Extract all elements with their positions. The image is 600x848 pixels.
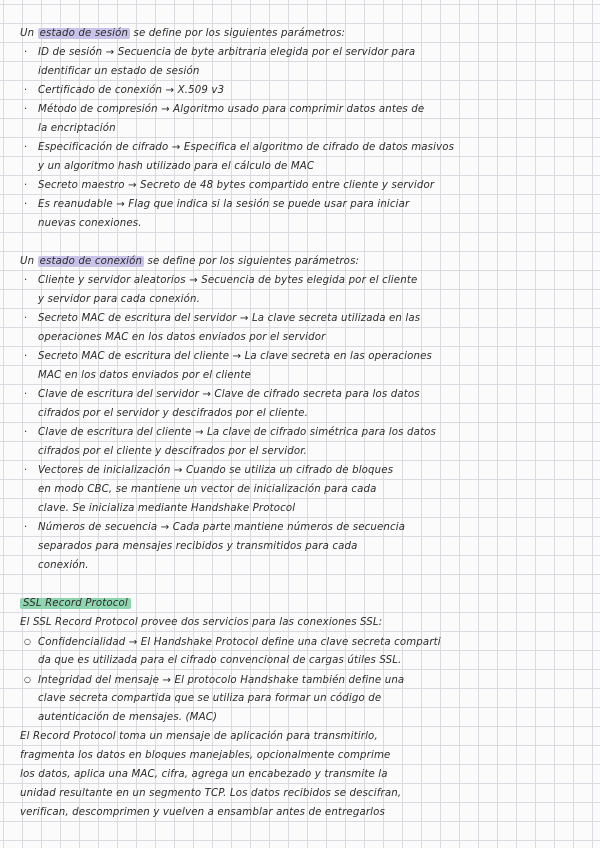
bullet-icon: ·: [24, 427, 28, 438]
record-item-text: autenticación de mensajes. (MAC): [38, 712, 218, 723]
connection-item-line: [20, 328, 592, 347]
bullet-icon: ·: [24, 275, 28, 286]
session-item-line: [20, 81, 592, 100]
connection-item-text: operaciones MAC en los datos enviados por el servidor: [38, 332, 326, 343]
record-service-list: [20, 632, 592, 727]
record-item-line: [20, 632, 592, 651]
session-item-text: y un algoritmo hash utilizado para el cálculo de MAC: [38, 161, 315, 172]
connection-item-text: Clave de escritura del cliente → La clave de cifrado simétrica para los datos: [38, 427, 437, 438]
connection-item-text: conexión.: [38, 560, 89, 571]
bullet-icon: ·: [24, 180, 28, 191]
connection-heading-highlight: estado de conexión: [39, 256, 143, 267]
record-heading: [20, 594, 592, 613]
bullet-icon: ○: [24, 675, 32, 684]
connection-item-text: Cliente y servidor aleatorios → Secuencia de bytes elegida por el cliente: [38, 275, 418, 286]
connection-item-line: [20, 556, 592, 575]
bullet-icon: ·: [24, 199, 28, 210]
record-paragraph-line: verifican, descomprimen y vuelven a ensamblar antes de entregarlos: [20, 807, 385, 818]
session-heading: [20, 24, 592, 43]
record-paragraph-line: fragmenta los datos en bloques manejables, opcionalmente comprime: [20, 750, 391, 761]
bullet-icon: ·: [24, 389, 28, 400]
connection-heading-rest: se define por los siguientes parámetros:: [147, 256, 360, 267]
record-item-text: Integridad del mensaje → El protocolo Handshake también define una: [38, 675, 405, 686]
connection-item-text: MAC en los datos enviados por el cliente: [38, 370, 251, 381]
record-paragraph: [20, 727, 592, 822]
connection-item-text: cifrados por el cliente y descifrados por el servidor.: [38, 446, 308, 457]
connection-item-text: y servidor para cada conexión.: [38, 294, 201, 305]
bullet-icon: ·: [24, 47, 28, 58]
session-item-text: la encriptación: [38, 123, 116, 134]
connection-item-line: [20, 271, 592, 290]
bullet-icon: ·: [24, 465, 28, 476]
connection-item-line: [20, 309, 592, 328]
connection-parameter-list: [20, 271, 592, 575]
session-item-text: Certificado de conexión → X.509 v3: [38, 85, 225, 96]
connection-item-line: [20, 537, 592, 556]
session-item-text: ID de sesión → Secuencia de byte arbitraria elegida por el servidor para: [38, 47, 416, 58]
session-item-line: [20, 43, 592, 62]
session-item-text: Es reanudable → Flag que indica si la sesión se puede usar para iniciar: [38, 199, 410, 210]
session-item-text: Método de compresión → Algoritmo usado para comprimir datos antes de: [38, 104, 425, 115]
connection-item-line: [20, 385, 592, 404]
connection-item-line: [20, 404, 592, 423]
session-item-line: [20, 214, 592, 233]
connection-item-text: cifrados por el servidor y descifrados por el cliente.: [38, 408, 308, 419]
record-item-text: da que es utilizada para el cifrado convencional de cargas útiles SSL.: [38, 655, 402, 666]
connection-item-text: en modo CBC, se mantiene un vector de inicialización para cada: [38, 484, 377, 495]
session-item-line: [20, 157, 592, 176]
session-item-text: identificar un estado de sesión: [38, 66, 200, 77]
record-heading-highlight: SSL Record Protocol: [20, 598, 131, 609]
connection-item-text: Números de secuencia → Cada parte mantiene números de secuencia: [38, 522, 406, 533]
connection-item-text: Secreto MAC de escritura del servidor → La clave secreta utilizada en las: [38, 313, 421, 324]
record-item-line: [20, 689, 592, 708]
session-item-line: [20, 100, 592, 119]
connection-item-line: [20, 366, 592, 385]
session-item-line: [20, 195, 592, 214]
bullet-icon: ·: [24, 104, 28, 115]
session-item-line: [20, 62, 592, 81]
connection-item-line: [20, 518, 592, 537]
session-parameter-list: [20, 43, 592, 233]
connection-item-text: Clave de escritura del servidor → Clave de cifrado secreta para los datos: [38, 389, 420, 400]
bullet-icon: ·: [24, 313, 28, 324]
record-paragraph-line: los datos, aplica una MAC, cifra, agrega un encabezado y transmite la: [20, 769, 388, 780]
connection-item-text: separados para mensajes recibidos y transmitidos para cada: [38, 541, 358, 552]
connection-item-text: clave. Se inicializa mediante Handshake Protocol: [38, 503, 296, 514]
connection-item-line: [20, 423, 592, 442]
connection-item-text: Vectores de inicialización → Cuando se utiliza un cifrado de bloques: [38, 465, 394, 476]
record-paragraph-line: El Record Protocol toma un mensaje de aplicación para transmitirlo,: [20, 731, 378, 742]
bullet-icon: ·: [24, 522, 28, 533]
session-heading-highlight: estado de sesión: [39, 28, 129, 39]
connection-heading-prefix: Un: [20, 256, 35, 267]
session-item-text: Especificación de cifrado → Especifica el algoritmo de cifrado de datos masivos: [38, 142, 455, 153]
record-item-text: clave secreta compartida que se utiliza para formar un código de: [38, 693, 382, 704]
record-item-text: Confidencialidad → El Handshake Protocol define una clave secreta comparti: [38, 637, 441, 648]
bullet-icon: ○: [24, 637, 32, 646]
connection-item-line: [20, 347, 592, 366]
session-heading-rest: se define por los siguientes parámetros:: [133, 28, 346, 39]
session-item-text: Secreto maestro → Secreto de 48 bytes compartido entre cliente y servidor: [38, 180, 435, 191]
session-item-line: [20, 119, 592, 138]
session-item-line: [20, 138, 592, 157]
session-item-line: [20, 176, 592, 195]
record-item-line: [20, 708, 592, 727]
connection-item-line: [20, 480, 592, 499]
record-intro: El SSL Record Protocol provee dos servicios para las conexiones SSL:: [20, 617, 383, 628]
connection-item-text: Secreto MAC de escritura del cliente → La clave secreta en las operaciones: [38, 351, 432, 362]
connection-item-line: [20, 461, 592, 480]
connection-item-line: [20, 442, 592, 461]
connection-item-line: [20, 290, 592, 309]
session-heading-prefix: Un: [20, 28, 35, 39]
notes-page: [20, 24, 592, 822]
bullet-icon: ·: [24, 142, 28, 153]
session-item-text: nuevas conexiones.: [38, 218, 142, 229]
bullet-icon: ·: [24, 85, 28, 96]
record-paragraph-line: unidad resultante en un segmento TCP. Los datos recibidos se descifran,: [20, 788, 402, 799]
connection-item-line: [20, 499, 592, 518]
record-item-line: [20, 670, 592, 689]
connection-heading: [20, 252, 592, 271]
record-item-line: [20, 651, 592, 670]
bullet-icon: ·: [24, 351, 28, 362]
